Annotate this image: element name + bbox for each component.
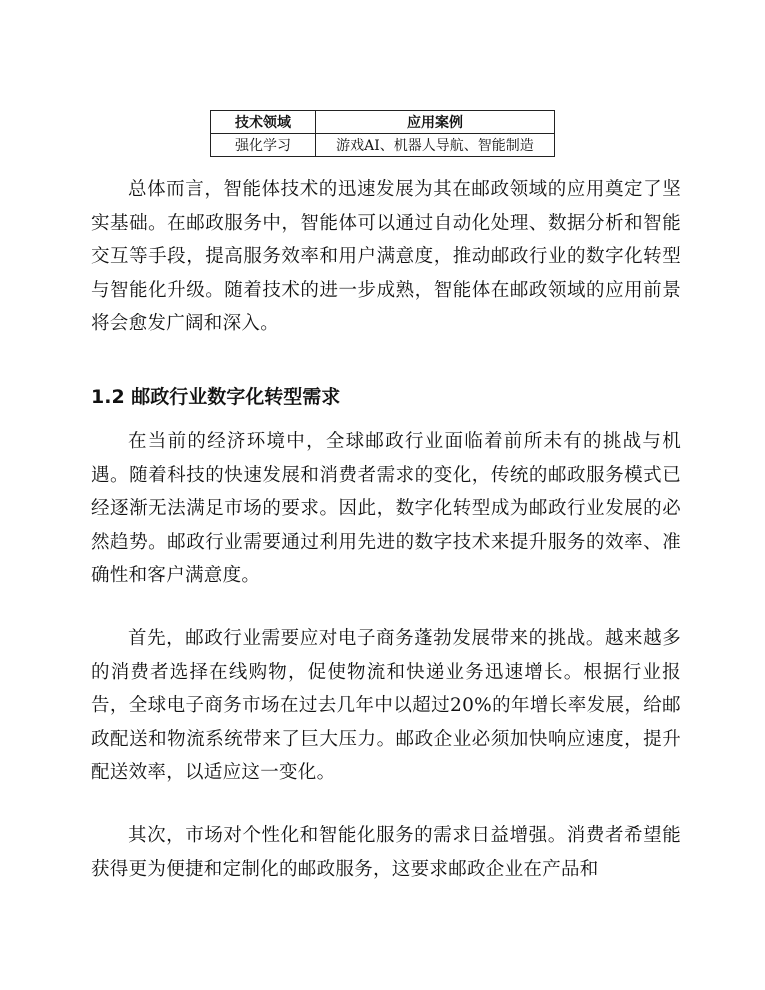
paragraph-ecommerce: 首先，邮政行业需要应对电子商务蓬勃发展带来的挑战。越来越多的消费者选择在线购物，促使物流和快递业务迅速增长。根据行业报告，全球电子商务市场在过去几年中以超过20%的年增长率发展，给邮政配送和物流系统带来了巨大压力。邮政企业必须加快响应速度，提升配送效率，以适应这一变化。 (91, 628, 681, 783)
table-cell: 游戏AI、机器人导航、智能制造 (316, 134, 555, 157)
table-cell: 强化学习 (211, 134, 316, 157)
table-header-cell: 技术领域 (211, 111, 316, 134)
tech-application-table (210, 110, 555, 157)
paragraph-personalization: 其次，市场对个性化和智能化服务的需求日益增强。消费者希望能获得更为便捷和定制化的邮政服务，这要求邮政企业在产品和 (91, 825, 681, 880)
table-header-cell: 应用案例 (316, 111, 555, 134)
table-row (211, 134, 555, 157)
section-heading: 1.2 邮政行业数字化转型需求 (91, 386, 341, 408)
paragraph-summary: 总体而言，智能体技术的迅速发展为其在邮政领域的应用奠定了坚实基础。在邮政服务中，智能体可以通过自动化处理、数据分析和智能交互等手段，提高服务效率和用户满意度，推动邮政行业的数字化转型与智能化升级。随着技术的进一步成熟，智能体在邮政领域的应用前景将会愈发广阔和深入。 (91, 179, 681, 334)
paragraph-context: 在当前的经济环境中，全球邮政行业面临着前所未有的挑战与机遇。随着科技的快速发展和消费者需求的变化，传统的邮政服务模式已经逐渐无法满足市场的要求。因此，数字化转型成为邮政行业发展的必然趋势。邮政行业需要通过利用先进的数字技术来提升服务的效率、准确性和客户满意度。 (91, 431, 681, 586)
table-header-row (211, 111, 555, 134)
